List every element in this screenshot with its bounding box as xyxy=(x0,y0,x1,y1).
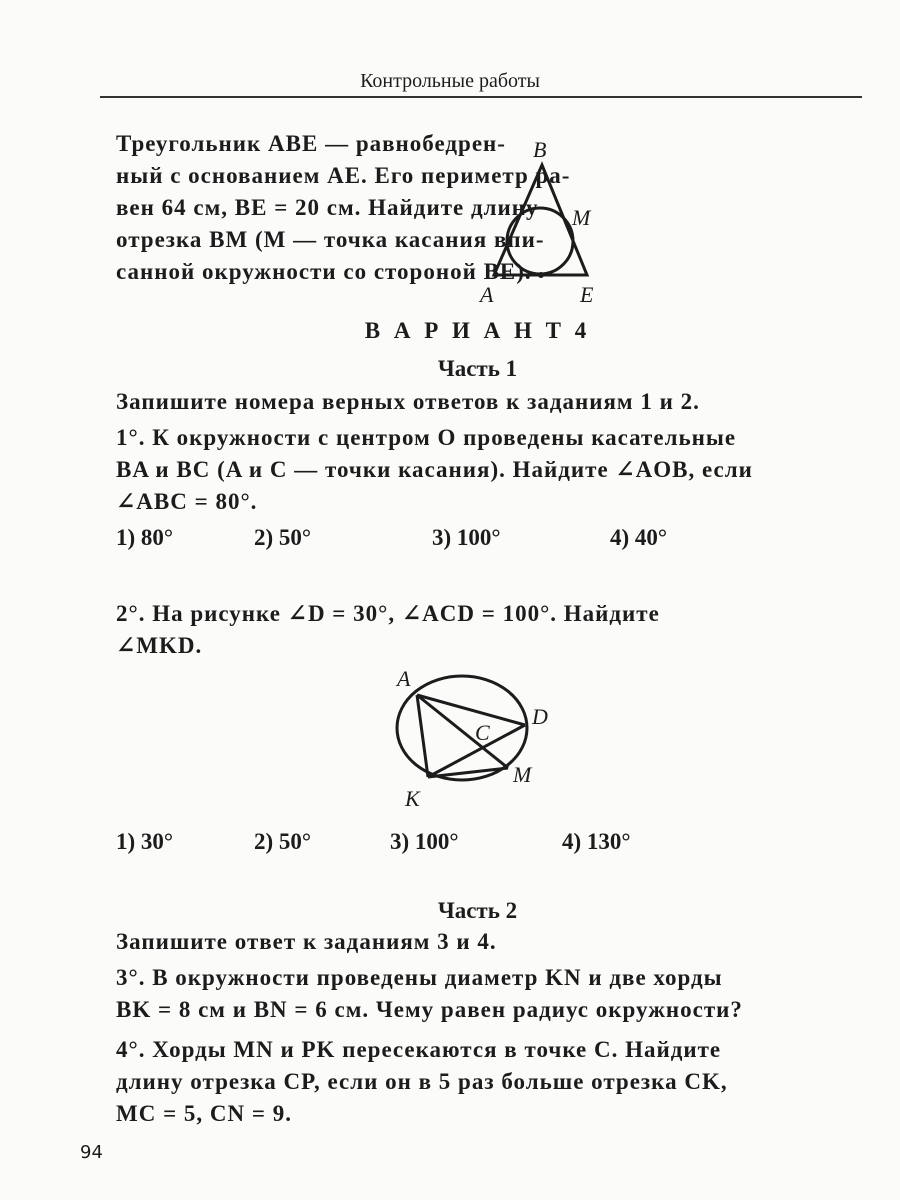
task-line: MC = 5, CN = 9. xyxy=(116,1101,292,1126)
task-line: вен 64 см, BE = 20 см. Найдите длину xyxy=(116,195,539,220)
task-line: 1°. К окружности с центром O проведены касательные xyxy=(116,425,737,450)
answer-option: 4) 40° xyxy=(610,525,668,550)
label-b: B xyxy=(533,137,547,162)
label-d: D xyxy=(532,704,548,729)
label-c: C xyxy=(475,720,490,745)
task-line: BA и BC (A и C — точки касания). Найдите ∠AOB, если xyxy=(116,457,753,482)
answer-option: 3) 100° xyxy=(390,829,459,854)
instruction-1: Запишите номера верных ответов к заданиям 1 и 2. xyxy=(116,389,700,414)
task-4 xyxy=(116,1034,728,1130)
label-m: M xyxy=(572,205,591,230)
part-1-heading: Часть 1 xyxy=(437,356,518,381)
part-2-heading: Часть 2 xyxy=(437,898,518,923)
task-2 xyxy=(116,598,660,662)
task-line: Треугольник ABE — равнобедрен- xyxy=(116,131,506,156)
task-line: ∠ABC = 80°. xyxy=(116,489,258,514)
answer-option: 2) 50° xyxy=(254,829,312,854)
label-k: K xyxy=(405,786,420,811)
task-line: ный с основанием AE. Его периметр ра- xyxy=(116,163,571,188)
task-line: ∠MKD. xyxy=(116,633,203,658)
answer-option: 2) 50° xyxy=(254,525,312,550)
label-m2: M xyxy=(513,762,532,787)
page-number: 94 xyxy=(80,1142,103,1163)
task-line: отрезка BM (M — точка касания впи- xyxy=(116,227,545,252)
label-a: A xyxy=(480,282,494,307)
task-line: 3°. В окружности проведены диаметр KN и две хорды xyxy=(116,965,723,990)
task-3 xyxy=(116,962,743,1026)
answer-option: 4) 130° xyxy=(562,829,631,854)
running-header: Контрольные работы xyxy=(360,70,540,92)
task-line: санной окружности со стороной BE). xyxy=(116,259,532,284)
variant-title: В А Р И А Н Т 4 xyxy=(364,318,591,343)
task-line: 2°. На рисунке ∠D = 30°, ∠ACD = 100°. Найдите xyxy=(116,601,660,626)
instruction-2: Запишите ответ к заданиям 3 и 4. xyxy=(116,929,497,954)
task-line: длину отрезка CP, если он в 5 раз больше отрезка CK, xyxy=(116,1069,728,1094)
task-line: BK = 8 см и BN = 6 см. Чему равен радиус окружности? xyxy=(116,997,743,1022)
answer-option: 3) 100° xyxy=(432,525,501,550)
tangent-point xyxy=(538,272,544,278)
task-line: 4°. Хорды MN и PK пересекаются в точке C. Найдите xyxy=(116,1037,722,1062)
task-1 xyxy=(116,422,753,518)
answer-option: 1) 80° xyxy=(116,525,174,550)
label-a2: A xyxy=(397,666,411,691)
label-e: E xyxy=(580,282,594,307)
circle-figure xyxy=(397,676,527,780)
answer-option: 1) 30° xyxy=(116,829,174,854)
